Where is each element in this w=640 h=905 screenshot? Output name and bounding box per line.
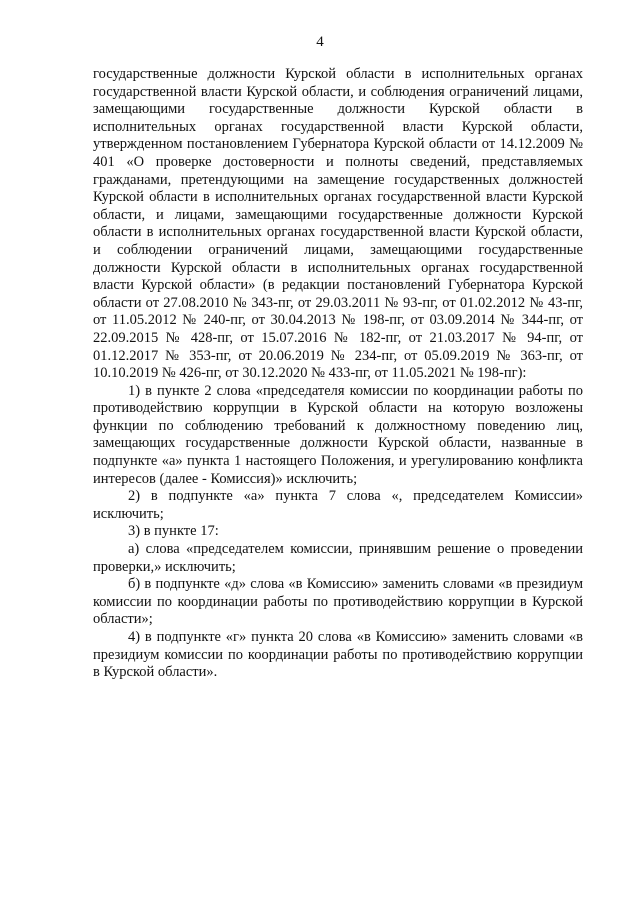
page-number: 4 xyxy=(316,34,324,50)
paragraph-continuation: государственные должности Курской области в исполнительных органах государственной власти Курской области, и соблюдения ограничений лицами, замещающими государственные должности Курской области в исполнительных органах государственной власти Курской области, утвержденном постановлением Губернатора Курской области от 14.12.2009 № 401 «О проверке достоверности и полноты сведений, представляемых гражданами, претендующими на замещение государственных должностей Курской области в исполнительных органах государственной власти Курской области, и лицами, замещающими государственные должности Курской области в исполнительных органах государственной власти Курской области, и соблюдении ограничений лицами, замещающими государственные должности Курской области в исполнительных органах государственной власти Курской области» (в редакции постановлений Губернатора Курской области от 27.08.2010 № 343-пг, от 29.03.2011 № 93-пг, от 01.02.2012 № 43-пг, от 11.05.2012 № 240-пг, от 30.04.2013 № 198-пг, от 03.09.2014 № 344-пг, от 22.09.2015 № 428-пг, от 15.07.2016 № 182-пг, от 21.03.2017 № 94-пг, от 01.12.2017 № 353-пг, от 20.06.2019 № 234-пг, от 05.09.2019 № 363-пг, от 10.10.2019 № 426-пг, от 30.12.2020 № 433-пг, от 11.05.2021 № 198-пг): xyxy=(93,66,583,382)
paragraph-item-1: 1) в пункте 2 слова «председателя комиссии по координации работы по противодействию коррупции в Курской области на которую возложены функции по соблюдению требований к должностному поведению лиц, замещающих государственные должности Курской области, названные в подпункте «а» пункта 1 настоящего Положения, и урегулированию конфликта интересов (далее - Комиссия)» исключить; xyxy=(93,382,583,487)
paragraph-item-3: 3) в пункте 17: xyxy=(128,523,219,540)
paragraph-item-4: 4) в подпункте «г» пункта 20 слова «в Комиссию» заменить словами «в президиум комиссии по координации работы по противодействию коррупции в Курской области». xyxy=(93,629,583,681)
document-body xyxy=(93,66,583,682)
paragraph-item-3b: б) в подпункте «д» слова «в Комиссию» заменить словами «в президиум комиссии по координации работы по противодействию коррупции в Курской области»; xyxy=(93,576,583,628)
paragraph-item-3a: а) слова «председателем комиссии, принявшим решение о проведении проверки,» исключить; xyxy=(93,541,583,575)
paragraph-item-2: 2) в подпункте «а» пункта 7 слова «, председателем Комиссии» исключить; xyxy=(93,488,583,522)
